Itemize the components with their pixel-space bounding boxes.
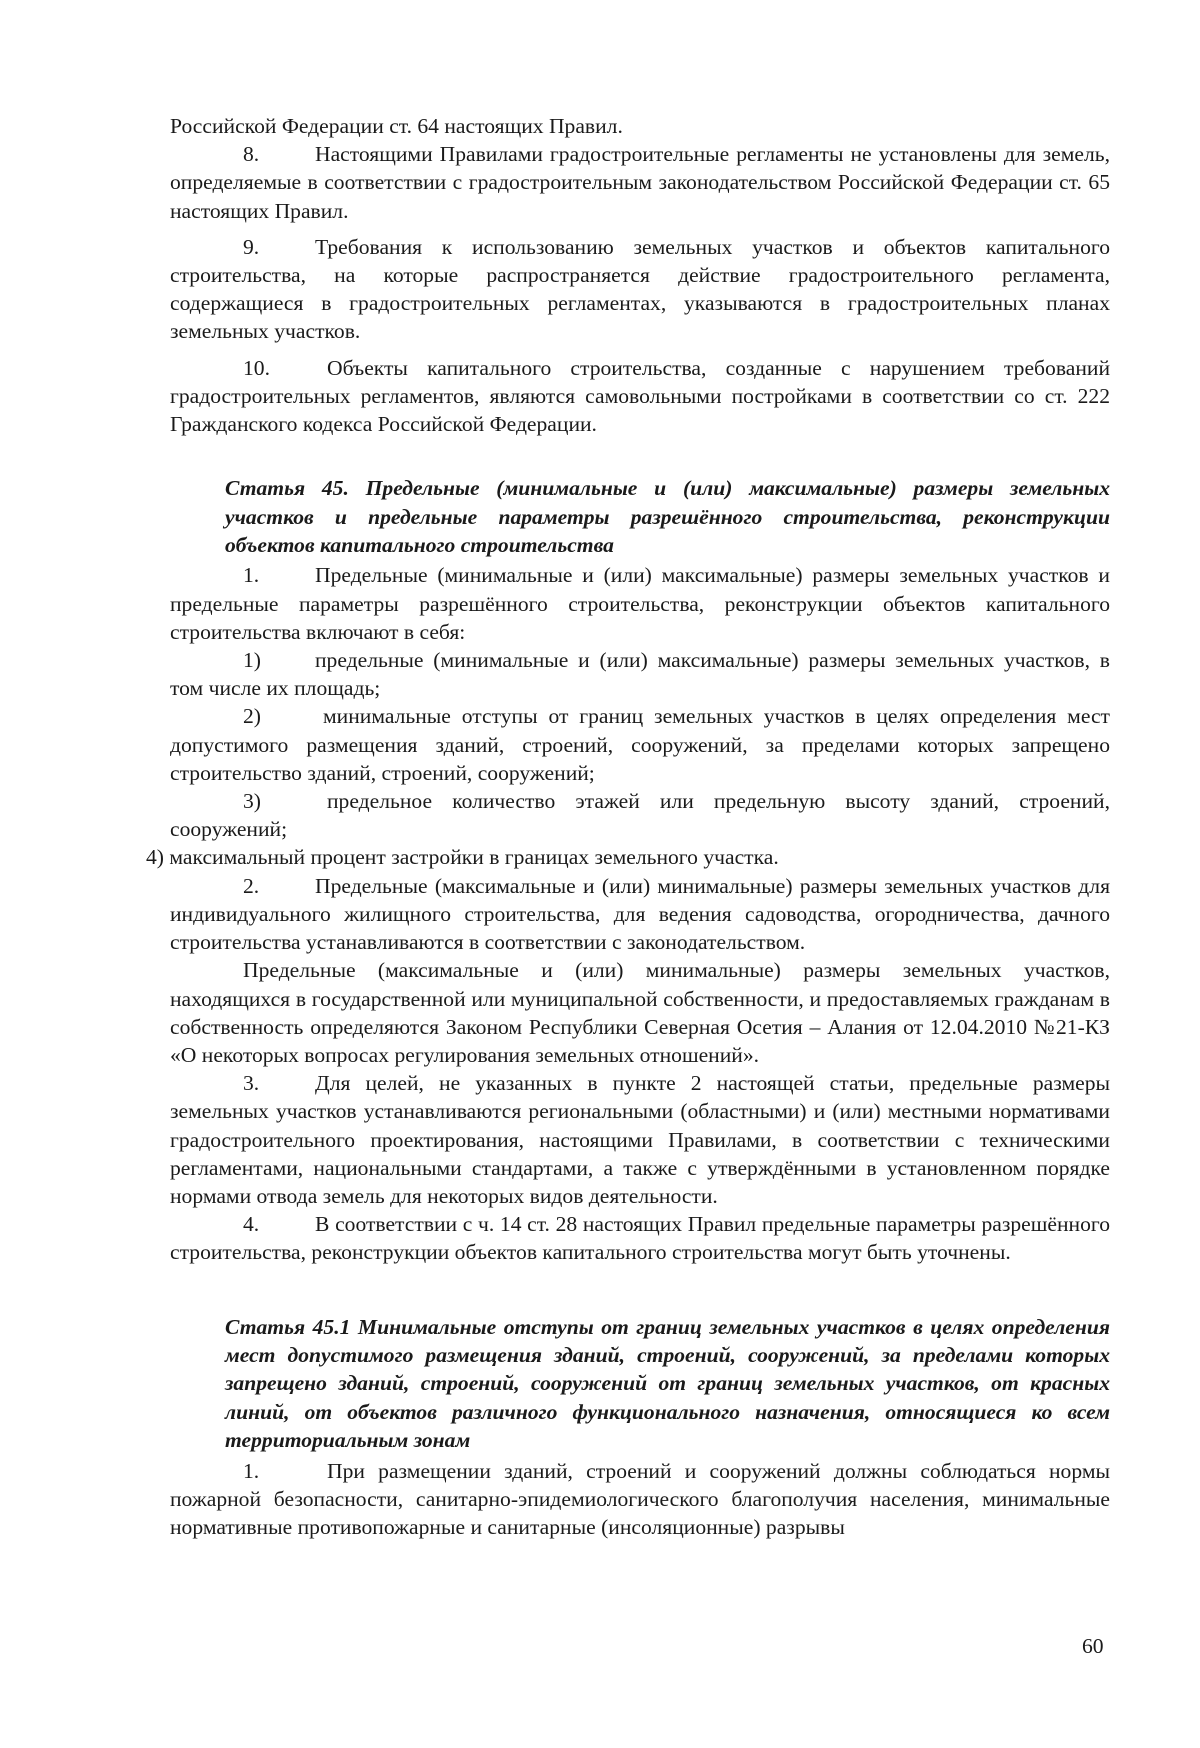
paragraph-text: Предельные (минимальные и (или) максимальные) размеры земельных участков и предельные параметры разрешённого строительства, реконструкции объектов капитального строительства включают в себя:: [170, 563, 1110, 644]
article-45-paragraph-3: [170, 1069, 1110, 1210]
article-45-subitem-4: 4) максимальный процент застройки в границах земельного участка.: [146, 845, 779, 870]
paragraph-number: 8.: [243, 142, 260, 167]
subitem-number: 3): [243, 789, 261, 814]
subitem-text: предельное количество этажей или предельную высоту зданий, строений, сооружений;: [170, 789, 1110, 842]
paragraph-10: [170, 354, 1110, 439]
article-45-paragraph-1: [170, 561, 1110, 646]
subitem-number: 2): [243, 704, 261, 729]
article-45-1-heading: Статья 45.1 Минимальные отступы от границ земельных участков в целях определения мест допустимого размещения зданий, строений, сооружений, за пределами которых запрещено зданий, строений, сооружений от границ земельных участков, от красных линий, от объектов различного функционального назначения, относящиеся ко всем территориальным зонам: [225, 1314, 1110, 1453]
article-45-subitem-3: [170, 787, 1110, 843]
article-45-1-paragraph-1: [170, 1457, 1110, 1542]
paragraph-text: При размещении зданий, строений и сооружений должны соблюдаться нормы пожарной безопасности, санитарно-эпидемиологического благополучия населения, минимальные нормативные противопожарные и санитарные (инсоляционные) разрывы: [170, 1458, 1110, 1539]
document-body: [146, 112, 1110, 1541]
article-45-paragraph-4: [170, 1210, 1110, 1266]
paragraph-number: 10.: [243, 355, 270, 380]
paragraph-number: 1.: [243, 563, 260, 588]
article-45-heading: Статья 45. Предельные (минимальные и (или) максимальные) размеры земельных участков и предельные параметры разрешённого строительства, реконструкции объектов капитального строительства: [225, 476, 1110, 558]
paragraph-text: Объекты капитального строительства, созданные с нарушением требований градостроительных регламентов, являются самовольными постройками в соответствии со ст. 222 Гражданского кодекса Российской Федерации.: [170, 355, 1110, 437]
paragraph-number: 1.: [243, 1458, 260, 1483]
subitem-text: предельные (минимальные и (или) максимальные) размеры земельных участков, в том числе их площадь;: [170, 648, 1110, 701]
paragraph-text: Настоящими Правилами градостроительные регламенты не установлены для земель, определяемые в соответствии с градостроительным законодательством Российской Федерации ст. 65 настоящих Правил.: [170, 142, 1110, 223]
paragraph-text: В соответствии с ч. 14 ст. 28 настоящих Правил предельные параметры разрешённого строительства, реконструкции объектов капитального строительства могут быть уточнены.: [170, 1212, 1110, 1265]
paragraph-text: Предельные (максимальные и (или) минимальные) размеры земельных участков для индивидуального жилищного строительства, для ведения садоводства, огородничества, дачного строительства устанавливаются в соответствии с законодательством.: [170, 873, 1110, 955]
paragraph-continuation: Российской Федерации ст. 64 настоящих Правил.: [170, 114, 623, 138]
paragraph-number: 2.: [243, 873, 260, 898]
paragraph-9: [170, 233, 1110, 346]
paragraph-8: [170, 140, 1110, 225]
subitem-number: 1): [243, 648, 261, 673]
paragraph-text: Требования к использованию земельных участков и объектов капитального строительства, на которые распространяется действие градостроительного регламента, содержащиеся в градостроительных регламентах, указываются в градостроительных планах земельных участков.: [170, 234, 1110, 344]
article-45-subitem-1: [170, 646, 1110, 702]
paragraph-number: 9.: [243, 234, 260, 259]
paragraph-number: 4.: [243, 1212, 260, 1237]
paragraph-number: 3.: [243, 1071, 260, 1096]
article-45-paragraph-2-continued: Предельные (максимальные и (или) минимальные) размеры земельных участков, находящихся в государственной или муниципальной собственности, и предоставляемых гражданам в собственность определяются Законом Республики Северная Осетия – Алания от 12.04.2010 №21-КЗ «О некоторых вопросах регулирования земельных отношений».: [170, 958, 1110, 1067]
paragraph-text: Для целей, не указанных в пункте 2 настоящей статьи, предельные размеры земельных участков устанавливаются региональными (областными) и (или) местными нормативами градостроительного проектирования, настоящими Правилами, в соответствии с техническими регламентами, национальными стандартами, а также с утверждёнными в установленном порядке нормами отвода земель для некоторых видов деятельности.: [170, 1071, 1110, 1208]
subitem-text: минимальные отступы от границ земельных участков в целях определения мест допустимого размещения зданий, строений, сооружений, за пределами которых запрещено строительство зданий, строений, сооружений;: [170, 704, 1110, 785]
article-45-subitem-2: [170, 702, 1110, 787]
article-45-paragraph-2: [170, 872, 1110, 957]
page-number: 60: [1082, 1634, 1104, 1658]
